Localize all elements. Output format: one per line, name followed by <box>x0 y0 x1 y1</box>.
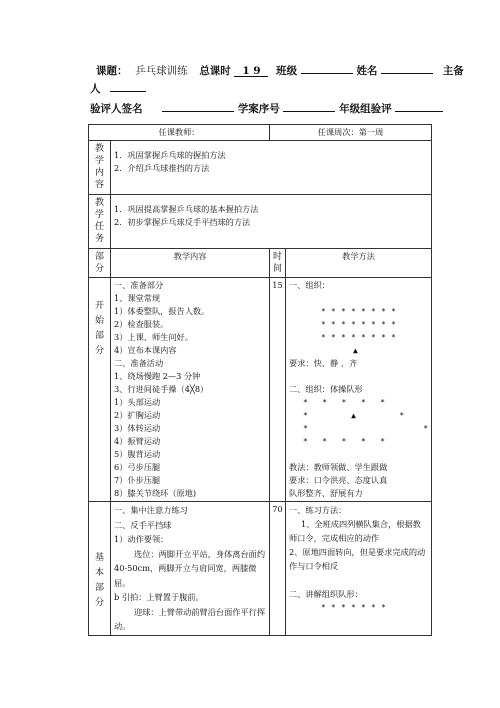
start-side-2: 始 <box>94 316 104 326</box>
start-content-line: 1、课堂常规 <box>114 293 161 303</box>
start-method-req2: 要求：口令洪亮、态度认真 <box>289 475 388 485</box>
formation-square-row: * * <box>303 424 429 433</box>
week-cell <box>270 125 432 141</box>
basic-method-p2: 1、全班成四列横队集合，根据教师口令，完成相应的动作 <box>289 519 421 543</box>
start-method <box>286 278 432 502</box>
hours-label: 总课时 <box>199 65 231 77</box>
evaluator-label: 验评人签名 <box>90 103 143 115</box>
topic-value: 乒乓球训练 <box>135 65 188 77</box>
goal-side-3: 任 <box>94 222 104 232</box>
goal-item: 2．初步掌握乒乓球反手平挡球的方法 <box>114 217 251 227</box>
lesson-plan-table <box>88 124 432 636</box>
lead-label-2: 人 <box>90 83 101 95</box>
basic-side-2: 本 <box>94 568 104 578</box>
start-side-4: 分 <box>94 346 104 356</box>
start-content-line: 1）体委整队，报告人数。 <box>114 306 210 316</box>
class-field[interactable] <box>301 62 353 74</box>
content-side-4: 容 <box>94 180 104 190</box>
spacer <box>289 448 428 461</box>
start-part-row <box>89 278 432 502</box>
start-content-line: 5）腹背运动 <box>114 449 161 459</box>
start-content-line: 一、准备部分 <box>114 280 164 290</box>
col-header-part-2: 分 <box>94 264 104 274</box>
content-side-2: 学 <box>94 156 104 166</box>
basic-content-line: 迎球：上臂带动前臂沿台面作平行挥动。 <box>114 606 266 631</box>
teacher-label: 任课教师： <box>158 127 200 137</box>
spacer <box>289 370 428 383</box>
basic-content <box>111 502 270 636</box>
content-item: 2．介绍乒乓球推挡的方法 <box>114 163 210 173</box>
basic-method-p3: 2、原地四面转向，但是要求完成的动作与口令相反 <box>289 547 426 571</box>
start-time <box>270 278 286 502</box>
start-content-line: 4）宣布本课内容 <box>114 345 177 355</box>
goal-side-4: 务 <box>94 234 104 244</box>
header-row-1b <box>90 80 146 96</box>
start-content-line: 2）检查服装。 <box>114 319 169 329</box>
goal-items <box>111 195 432 249</box>
col-header-time <box>270 249 286 278</box>
start-method-org2: 二、组织：体操队形 <box>289 384 363 394</box>
content-side-3: 内 <box>94 168 104 178</box>
formation-square-row: * ▲ * <box>303 411 405 420</box>
student-no-field[interactable] <box>283 100 335 112</box>
col-header-part <box>89 249 111 278</box>
lead-label: 主备 <box>442 65 464 77</box>
hours-field[interactable] <box>234 65 268 77</box>
basic-content-line: 一、集中注意力练习 <box>114 505 188 515</box>
header-row-2 <box>90 100 443 116</box>
spacer <box>289 292 428 305</box>
week-label: 任课周次：第一周 <box>317 127 384 137</box>
name-field[interactable] <box>381 62 433 74</box>
start-content-line: 2）扩胸运动 <box>114 410 161 420</box>
content-side-1: 教 <box>94 144 104 154</box>
goal-item: 1．巩固提高掌握乒乓球的基本握拍方法 <box>114 204 259 214</box>
content-side <box>89 141 111 195</box>
start-method-org1: 一、组织： <box>289 280 330 290</box>
name-label: 姓名 <box>356 65 378 77</box>
col-header-time-1: 时 <box>273 252 283 262</box>
goal-side-1: 教 <box>94 198 104 208</box>
start-content-line: 1、绕场慢跑 2—3 分钟 <box>114 371 201 381</box>
start-content-line: 3、行进间徒手操（4╳8） <box>114 384 209 394</box>
basic-method <box>286 502 432 636</box>
start-method-req1: 要求：快、静 、齐 <box>289 358 358 368</box>
student-no-label: 学案序号 <box>237 103 280 115</box>
grade-field[interactable] <box>395 100 443 112</box>
goal-side-2: 学 <box>94 210 104 220</box>
col-header-method-label: 教学方法 <box>342 251 375 261</box>
basic-content-line: 1）动作要领： <box>114 534 169 544</box>
grade-label: 年级组验评 <box>339 103 392 115</box>
teacher-triangle-marker: ▲ <box>353 346 358 355</box>
col-header-content-label: 教学内容 <box>173 251 207 261</box>
goal-side <box>89 195 111 249</box>
formation-stars-row: * * * * * * * <box>321 603 387 612</box>
header-row-1 <box>96 62 464 78</box>
start-side-1: 开 <box>94 301 104 311</box>
basic-content-line: b 引拍：上臂置于腹前。 <box>114 592 204 602</box>
basic-side <box>89 502 111 636</box>
basic-time-value: 70 <box>272 504 283 514</box>
basic-side-4: 分 <box>94 598 104 608</box>
start-side-3: 部 <box>94 331 104 341</box>
col-header-method <box>286 249 432 278</box>
start-content <box>111 278 270 502</box>
column-header-row <box>89 249 432 278</box>
class-label: 班级 <box>276 65 298 77</box>
start-content-line: 6）弓步压腿 <box>114 462 161 472</box>
start-method-req3: 队形整齐、舒展有力 <box>289 488 363 498</box>
formation-square-row: * * * * * <box>303 398 385 407</box>
start-content-line: 8）膝关节绕环（原地) <box>114 488 197 498</box>
col-header-part-1: 部 <box>94 252 104 262</box>
content-item: 1．巩固掌握乒乓球的握拍方法 <box>114 150 226 160</box>
evaluator-field[interactable] <box>162 100 234 112</box>
col-header-content <box>111 249 270 278</box>
basic-side-3: 部 <box>94 583 104 593</box>
start-content-line: 3）体转运动 <box>114 423 161 433</box>
content-row <box>89 141 432 195</box>
start-content-line: 1）头部运动 <box>114 397 161 407</box>
start-content-line: 4）振臂运动 <box>114 436 161 446</box>
start-method-teaching: 教法：教师领做、学生跟做 <box>289 462 388 472</box>
basic-part-row <box>89 502 432 636</box>
basic-method-p4: 二、讲解组织队形： <box>289 589 363 599</box>
start-content-line: 3）上课、师生问好。 <box>114 332 193 342</box>
lead-field[interactable] <box>110 80 146 92</box>
basic-side-1: 基 <box>94 553 104 563</box>
start-time-value: 15 <box>272 280 283 290</box>
basic-content-line: 二、反手平挡球 <box>114 519 172 530</box>
start-side <box>89 278 111 502</box>
formation-square-row: * * * * * <box>303 437 385 446</box>
col-header-time-2: 间 <box>273 264 283 274</box>
basic-method-p1: 一、练习方法： <box>289 505 347 515</box>
teacher-cell <box>89 125 270 141</box>
formation-stars-row: * * * * * * * * <box>321 320 397 329</box>
spacer <box>289 573 428 587</box>
start-content-line: 7）仆步压腿 <box>114 475 161 485</box>
teacher-row <box>89 125 432 141</box>
goal-row <box>89 195 432 249</box>
basic-time <box>270 502 286 636</box>
topic-label: 课题： <box>96 65 128 77</box>
formation-stars-row: * * * * * * * * <box>321 333 397 342</box>
content-items <box>111 141 432 195</box>
start-content-line: 二、准备活动 <box>114 358 164 368</box>
basic-content-line: 选位：两脚开立平站，身体离台面约 40-50cm，两脚开立与肩同宽，两膝微屈。 <box>114 548 266 588</box>
formation-stars-row: * * * * * * * * <box>321 307 397 316</box>
hours-value: 1 9 <box>242 65 261 77</box>
